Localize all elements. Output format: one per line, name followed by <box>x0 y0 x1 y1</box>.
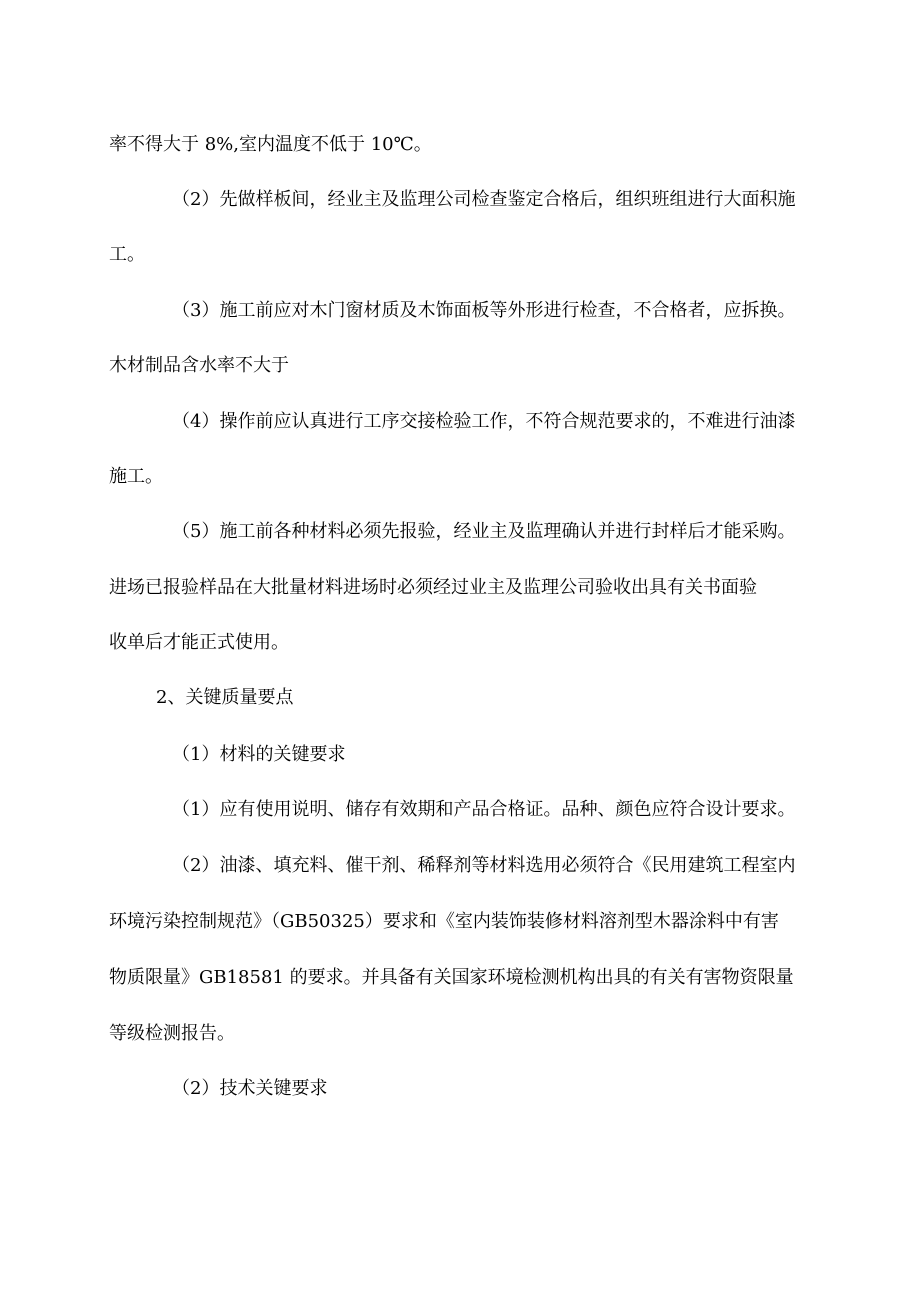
text-line-12: （1）材料的关键要求 <box>172 744 346 765</box>
text-line-1: 率不得大于 8%,室内温度不低于 10℃。 <box>109 134 432 155</box>
text-line-14: （2）油漆、填充料、催干剂、稀释剂等材料选用必须符合《民用建筑工程室内 <box>172 855 796 876</box>
text-line-3: 工。 <box>109 244 145 265</box>
text-line-10: 收单后才能正式使用。 <box>109 632 289 653</box>
text-line-16: 物质限量》GB18581 的要求。并具备有关国家环境检测机构出具的有关有害物资限量 <box>109 967 794 988</box>
text-line-9: 进场已报验样品在大批量材料进场时必须经过业主及监理公司验收出具有关书面验 <box>109 577 757 598</box>
section-heading: 2、关键质量要点 <box>156 687 294 708</box>
text-line-18: （2）技术关键要求 <box>172 1078 328 1099</box>
text-line-15: 环境污染控制规范》（GB50325）要求和《室内装饰装修材料溶剂型木器涂料中有害 <box>109 911 779 932</box>
text-line-8: （5）施工前各种材料必须先报验，经业主及监理确认并进行封样后才能采购。 <box>172 521 796 542</box>
text-line-13: （1）应有使用说明、储存有效期和产品合格证。品种、颜色应符合设计要求。 <box>172 799 796 820</box>
text-line-7: 施工。 <box>109 466 163 487</box>
text-line-5: 木材制品含水率不大于 <box>109 355 289 376</box>
text-line-17: 等级检测报告。 <box>109 1023 235 1044</box>
text-line-6: （4）操作前应认真进行工序交接检验工作，不符合规范要求的，不难进行油漆 <box>172 411 796 432</box>
text-line-2: （2）先做样板间，经业主及监理公司检查鉴定合格后，组织班组进行大面积施 <box>172 189 796 210</box>
text-line-4: （3）施工前应对木门窗材质及木饰面板等外形进行检查，不合格者，应拆换。 <box>172 300 796 321</box>
